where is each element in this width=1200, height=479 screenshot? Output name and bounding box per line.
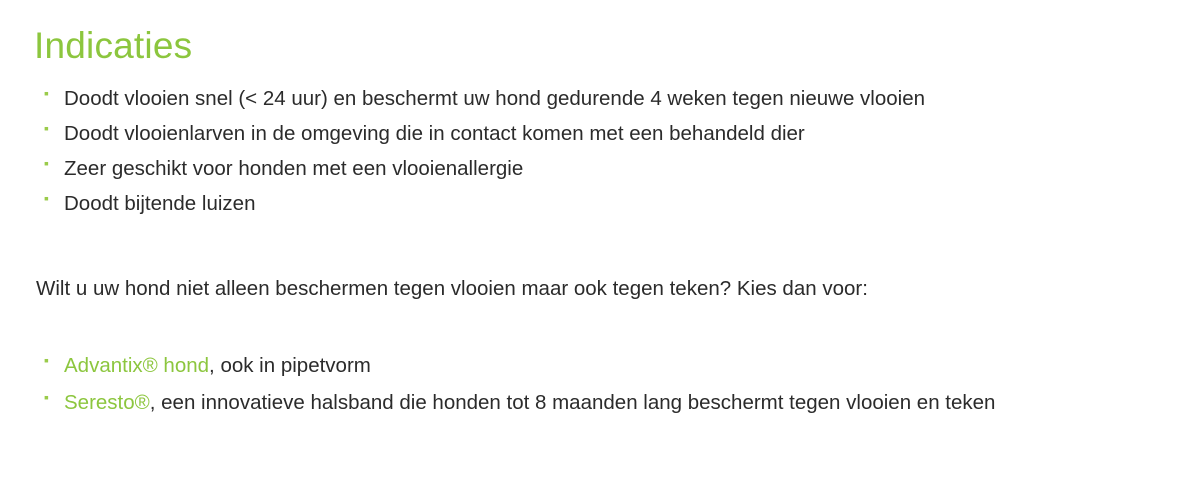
list-item bbox=[34, 348, 1170, 384]
body-paragraph: Wilt u uw hond niet alleen beschermen tegen vlooien maar ook tegen teken? Kies dan voor: bbox=[36, 276, 868, 300]
product-description: , een innovatieve halsband die honden tot 8 maanden lang beschermt tegen vlooien en teken bbox=[149, 390, 996, 414]
list-item: ▪ Zeer geschikt voor honden met een vlooienallergie bbox=[34, 151, 1170, 186]
list-item: ▪ Doodt vlooienlarven in de omgeving die in contact komen met een behandeld dier bbox=[34, 116, 1170, 151]
indications-list bbox=[34, 81, 1170, 222]
list-item bbox=[34, 385, 1170, 421]
product-link-seresto[interactable]: Seresto® bbox=[64, 390, 150, 414]
product-link-advantix[interactable]: Advantix® hond bbox=[64, 354, 210, 378]
list-item: ▪ Doodt bijtende luizen bbox=[34, 186, 1170, 221]
products-list bbox=[34, 348, 1170, 421]
page-title: Indicaties bbox=[34, 25, 193, 66]
list-item: ▪ Doodt vlooien snel (< 24 uur) en beschermt uw hond gedurende 4 weken tegen nieuwe vlooien bbox=[34, 81, 1170, 116]
product-description: , ook in pipetvorm bbox=[209, 354, 371, 378]
